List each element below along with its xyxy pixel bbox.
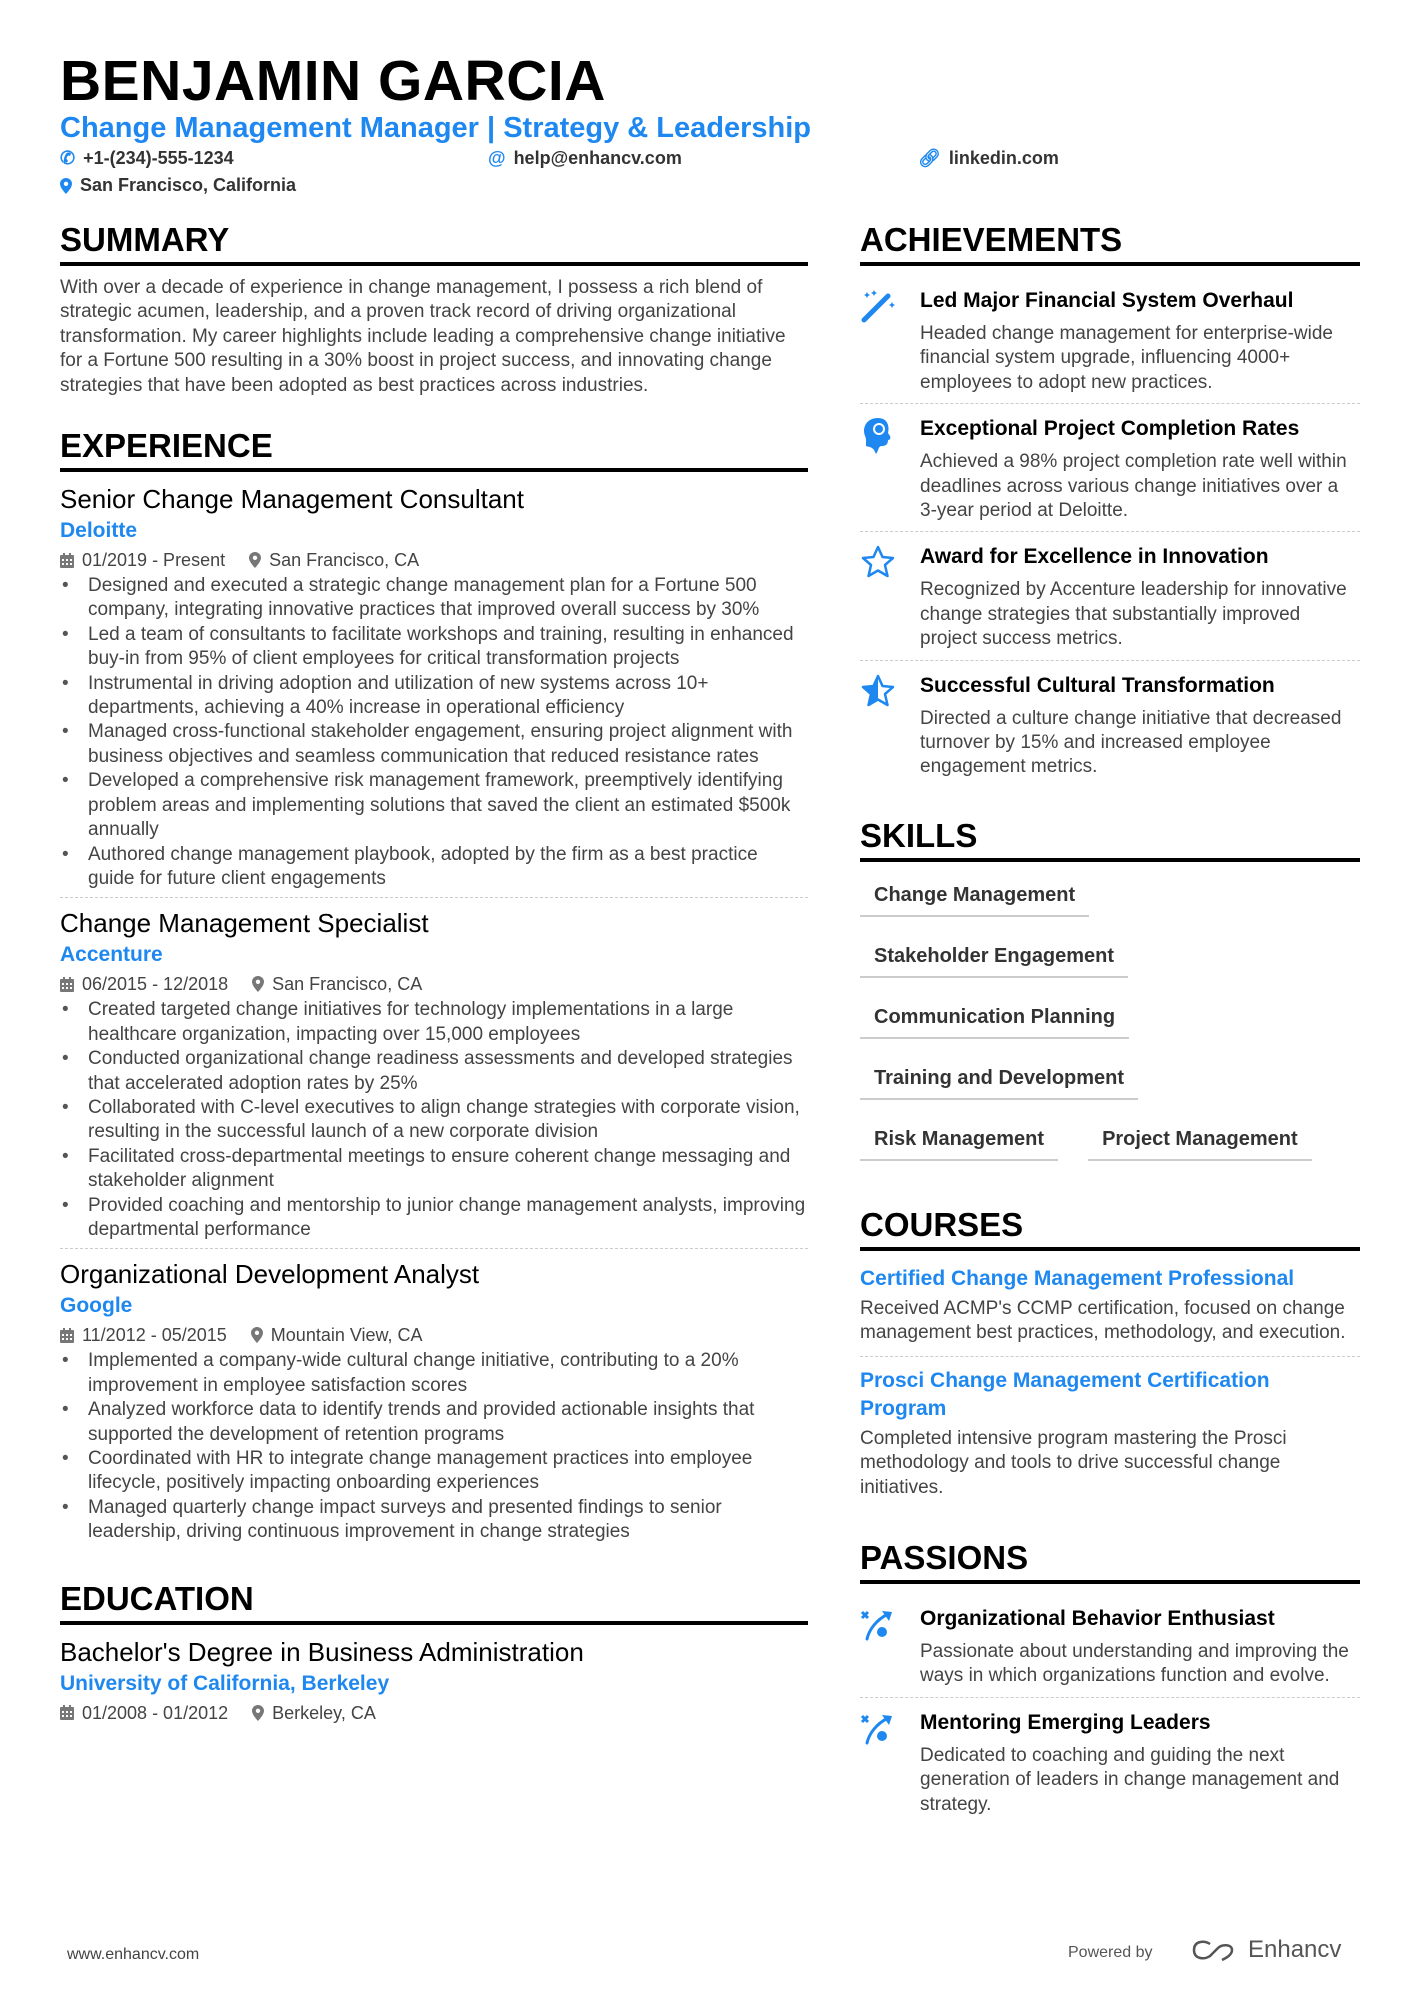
at-icon: @ xyxy=(488,148,506,168)
company-name[interactable]: Deloitte xyxy=(60,519,138,543)
footer-url[interactable]: www.enhancv.com xyxy=(67,1946,200,1963)
courses-section xyxy=(860,1205,1360,1510)
left-column xyxy=(60,220,808,1761)
achievement xyxy=(860,276,1360,404)
achievement-body xyxy=(920,286,1360,395)
star-half-icon xyxy=(860,671,900,780)
education-section xyxy=(60,1579,808,1733)
location-pin-icon xyxy=(60,178,72,194)
star-outline-icon xyxy=(860,542,900,651)
skill-tag: Project Management xyxy=(1088,1116,1312,1161)
job-title: Senior Change Management Consultant xyxy=(60,484,524,515)
passion-title: Mentoring Emerging Leaders xyxy=(920,1710,1211,1734)
summary-section xyxy=(60,220,808,398)
course-text: Completed intensive program mastering the Prosci methodology and tools to drive successful change initiatives. xyxy=(860,1427,1287,1498)
achievement-title: Exceptional Project Completion Rates xyxy=(920,417,1300,441)
job-title: Organizational Development Analyst xyxy=(60,1259,480,1290)
job-entry xyxy=(60,482,808,898)
achievement-title: Led Major Financial System Overhaul xyxy=(920,289,1294,312)
school-name[interactable]: University of California, Berkeley xyxy=(60,1671,390,1695)
contact-email[interactable] xyxy=(488,148,682,169)
location-pin-icon xyxy=(252,976,264,992)
summary-text: With over a decade of experience in change management, I possess a rich blend of strategic acumen, leadership, and a proven track record of driving organizational transformation. My career highlights include leading a comprehensive change initiative for a Fortune 500 resulting in a 30% boost in project success, and innovating change strategies that have been adopted as best practices across industries. xyxy=(60,277,786,396)
course-title[interactable]: Prosci Change Management Certification Program xyxy=(860,1368,1270,1420)
enhancv-logo[interactable] xyxy=(1190,1936,1341,1964)
date-text: 01/2019 - Present xyxy=(82,550,226,571)
powered-by: Powered by xyxy=(1068,1944,1153,1961)
experience-section xyxy=(60,426,808,1551)
bullet-item: • Authored change management playbook, adopted by the firm as a best practice guide for future client engagements xyxy=(60,843,808,892)
calendar-icon xyxy=(60,977,74,992)
achievement-body xyxy=(920,414,1360,523)
phone-icon: ✆ xyxy=(60,148,76,168)
head-brain-icon xyxy=(860,414,900,523)
course-entry xyxy=(860,1261,1360,1357)
degree: Bachelor's Degree in Business Administration xyxy=(60,1636,584,1667)
location-pin-icon xyxy=(249,552,261,568)
headline: Change Management Manager | Strategy & Leadership xyxy=(60,112,812,144)
calendar-icon xyxy=(60,553,74,568)
bullet-item: • Implemented a company-wide cultural change initiative, contributing to a 20% improvement in employee satisfaction scores xyxy=(60,1349,808,1398)
job-location xyxy=(251,1321,423,1349)
bullet-item: • Conducted organizational change readiness assessments and developed strategies that accelerated adoption rates by 25% xyxy=(60,1047,808,1096)
education-entry xyxy=(60,1635,808,1733)
achievement-body xyxy=(920,542,1360,651)
bullet-list xyxy=(60,998,808,1242)
achievement-text: Achieved a 98% project completion rate well within deadlines across various change initiatives over a 3-year period at Deloitte. xyxy=(920,451,1347,522)
achievement-body xyxy=(920,671,1360,780)
achievement-text: Recognized by Accenture leadership for innovative change strategies that substantially improved project success metrics. xyxy=(920,579,1347,650)
job-location xyxy=(249,546,419,574)
bullet-item: • Managed quarterly change impact surveys and presented findings to senior leadership, driving continuous improvement in change strategies xyxy=(60,1496,808,1545)
job-meta xyxy=(60,546,808,574)
location-text: San Francisco, CA xyxy=(272,974,423,995)
skill-tag: Communication Planning xyxy=(860,994,1129,1039)
bullet-item: • Coordinated with HR to integrate change management practices into employee lifecycle, positively impacting onboarding experiences xyxy=(60,1447,808,1496)
course-entry xyxy=(860,1363,1360,1510)
candidate-name: BENJAMIN GARCIA xyxy=(60,49,606,113)
skill-row xyxy=(860,1116,1058,1177)
section-title: PASSIONS xyxy=(860,1538,1360,1584)
section-title: ACHIEVEMENTS xyxy=(860,220,1360,266)
section-title: SKILLS xyxy=(860,816,1360,862)
skill-tag: Training and Development xyxy=(860,1055,1138,1100)
date-range xyxy=(60,1699,228,1727)
passion xyxy=(860,1594,1360,1698)
bullet-item: • Designed and executed a strategic change management plan for a Fortune 500 company, integrating innovative practices that improved overall success by 30% xyxy=(60,574,808,623)
skill-row xyxy=(860,872,1360,933)
location-text: San Francisco, CA xyxy=(269,550,420,571)
achievement xyxy=(860,532,1360,660)
company-name[interactable]: Accenture xyxy=(60,943,163,967)
job-meta xyxy=(60,1699,808,1727)
passions-section xyxy=(860,1538,1360,1825)
strategy-icon xyxy=(860,1604,900,1689)
calendar-icon xyxy=(60,1705,74,1720)
achievement-title: Successful Cultural Transformation xyxy=(920,673,1275,697)
bullet-item: • Instrumental in driving adoption and utilization of new systems across 10+ departments, achieving a 40% increase in operational efficiency xyxy=(60,672,808,721)
bullet-item: • Collaborated with C-level executives to align change strategies with corporate vision, resulting in the successful launch of a new corporate division xyxy=(60,1096,808,1145)
date-text: 06/2015 - 12/2018 xyxy=(82,974,229,995)
brand-name: Enhancv xyxy=(1248,1936,1342,1963)
location-pin-icon xyxy=(252,1705,264,1721)
contact-link[interactable] xyxy=(918,148,1059,169)
passion-body xyxy=(920,1708,1360,1817)
skill-tag: Stakeholder Engagement xyxy=(860,933,1128,978)
job-entry xyxy=(60,1257,808,1550)
location-text: Mountain View, CA xyxy=(270,1325,423,1346)
contact-phone xyxy=(60,148,234,169)
date-range xyxy=(60,970,228,998)
link-text[interactable]: linkedin.com xyxy=(948,148,1059,168)
bullet-item: • Led a team of consultants to facilitate workshops and training, resulting in enhanced buy-in from 95% of client employees for critical transformation projects xyxy=(60,623,808,672)
job-location xyxy=(252,1699,376,1727)
location-text: Berkeley, CA xyxy=(272,1702,376,1723)
section-title: COURSES xyxy=(860,1205,1360,1251)
achievement-text: Headed change management for enterprise-wide financial system upgrade, influencing 4000+ employees to adopt new practices. xyxy=(920,323,1333,393)
skill-tag: Risk Management xyxy=(860,1116,1058,1161)
bullet-item: • Facilitated cross-departmental meetings to ensure coherent change messaging and stakeholder alignment xyxy=(60,1145,808,1194)
location-text: San Francisco, California xyxy=(80,175,297,195)
calendar-icon xyxy=(60,1328,74,1343)
skill-row xyxy=(860,933,1360,994)
email-text[interactable]: help@enhancv.com xyxy=(513,148,682,168)
bullet-list xyxy=(60,1349,808,1544)
date-text: 01/2008 - 01/2012 xyxy=(82,1702,229,1723)
bullet-item: • Provided coaching and mentorship to junior change management analysts, improving departmental performance xyxy=(60,1194,808,1243)
skill-row xyxy=(1088,1116,1312,1177)
date-range xyxy=(60,1321,227,1349)
job-title: Change Management Specialist xyxy=(60,908,429,939)
skill-row xyxy=(860,994,1360,1055)
date-range xyxy=(60,546,225,574)
section-title: EXPERIENCE xyxy=(60,426,808,472)
bullet-item: • Analyzed workforce data to identify trends and provided actionable insights that supported the development of retention programs xyxy=(60,1398,808,1447)
skills-section xyxy=(860,816,1360,1177)
phone-text: +1-(234)-555-1234 xyxy=(83,148,234,168)
job-meta xyxy=(60,970,808,998)
enhancv-logo-icon xyxy=(1190,1938,1238,1962)
section-title: SUMMARY xyxy=(60,220,808,266)
skill-tag: Change Management xyxy=(860,872,1089,917)
date-text: 11/2012 - 05/2015 xyxy=(82,1325,227,1346)
job-entry xyxy=(60,906,808,1249)
passion-text: Passionate about understanding and improving the ways in which organizations function and evolve. xyxy=(920,1640,1349,1687)
achievement-text: Directed a culture change initiative that decreased turnover by 15% and increased employee engagement metrics. xyxy=(920,707,1342,778)
achievement xyxy=(860,661,1360,788)
skill-row xyxy=(860,1055,1360,1116)
achievements-section xyxy=(860,220,1360,788)
course-title[interactable]: Certified Change Management Professional xyxy=(860,1266,1295,1290)
achievement-title: Award for Excellence in Innovation xyxy=(920,545,1269,569)
passion xyxy=(860,1698,1360,1825)
passion-text: Dedicated to coaching and guiding the next generation of leaders in change management and strategy. xyxy=(920,1744,1340,1815)
bullet-item: • Developed a comprehensive risk management framework, preemptively identifying problem areas and implementing solutions that saved the client an estimated $500k annually xyxy=(60,769,808,842)
magic-wand-icon xyxy=(860,286,900,395)
contact-location xyxy=(60,175,296,196)
passion-title: Organizational Behavior Enthusiast xyxy=(920,1606,1275,1630)
link-icon: 🔗︎ xyxy=(918,148,941,168)
company-name[interactable]: Google xyxy=(60,1294,133,1318)
bullet-item: • Managed cross-functional stakeholder engagement, ensuring project alignment with business objectives and seamless communication that reduced resistance rates xyxy=(60,720,808,769)
strategy-icon xyxy=(860,1708,900,1817)
course-text: Received ACMP's CCMP certification, focused on change management best practices, methodology, and execution. xyxy=(860,1297,1346,1344)
job-meta xyxy=(60,1321,808,1349)
bullet-item: • Created targeted change initiatives for technology implementations in a large healthcare organization, impacting over 15,000 employees xyxy=(60,998,808,1047)
section-title: EDUCATION xyxy=(60,1579,808,1625)
achievement xyxy=(860,404,1360,532)
passion-body xyxy=(920,1604,1360,1689)
location-pin-icon xyxy=(251,1327,263,1343)
bullet-list xyxy=(60,574,808,891)
job-location xyxy=(252,970,422,998)
right-column xyxy=(860,220,1360,1853)
